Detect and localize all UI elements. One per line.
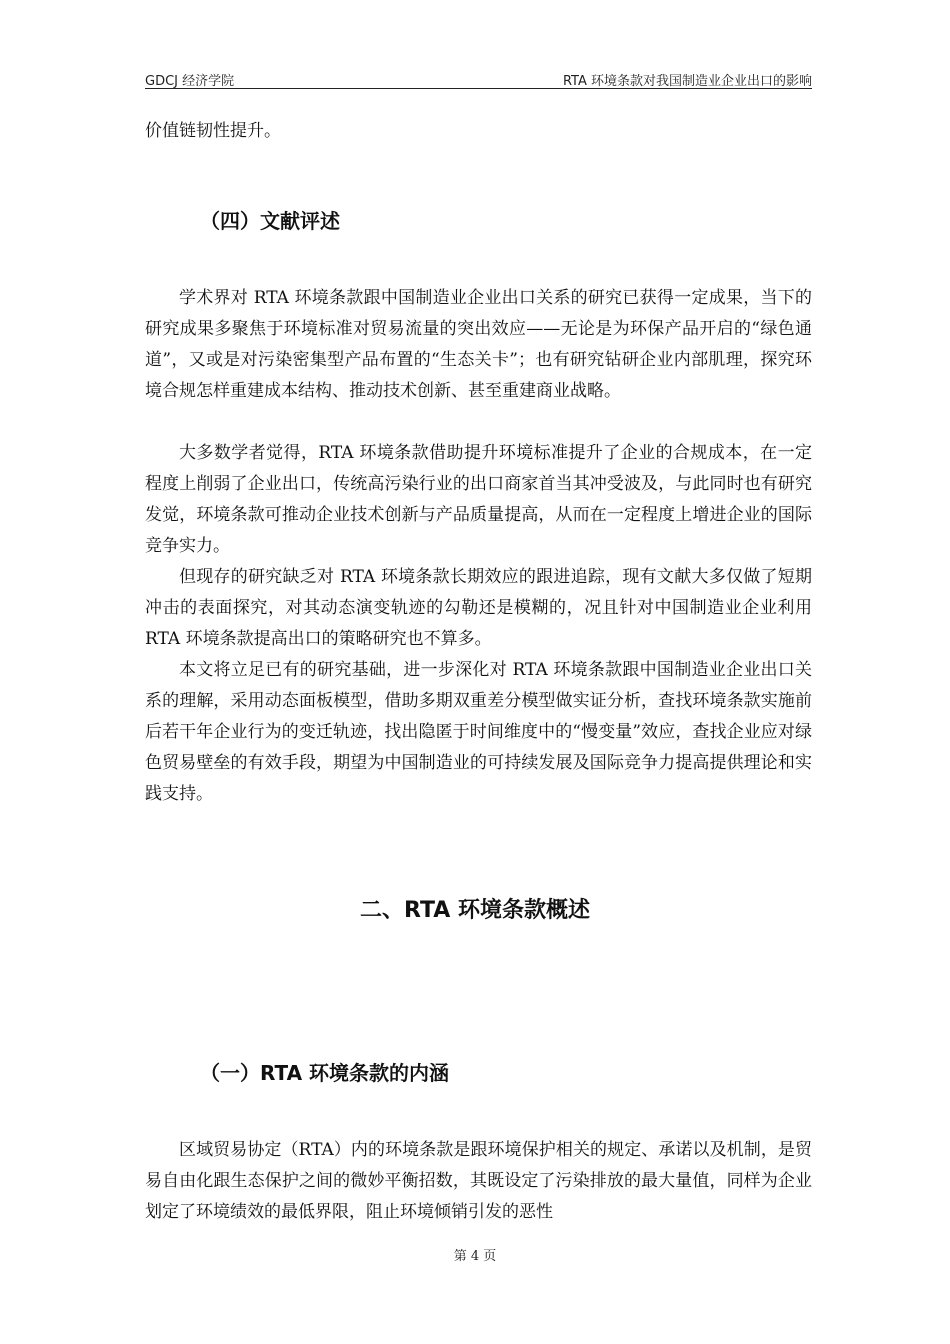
section-heading-literature-review: （四）文献评述 <box>200 209 340 233</box>
chapter-heading: 二、RTA 环境条款概述 <box>360 898 590 923</box>
page-header <box>145 68 812 89</box>
page-number: 第 4 页 <box>453 1249 497 1264</box>
paragraph-literature-3: 但现存的研究缺乏对 RTA 环境条款长期效应的跟进追踪，现有文献大多仅做了短期冲击的表面探究，对其动态演变轨迹的勾勒还是模糊的，况且针对中国制造业企业利用 RTA 环境条款提高出口的策略研究也不算多。 <box>145 567 812 649</box>
header-institution: GDCJ 经济学院 <box>145 74 235 89</box>
continuation-text: 价值链韧性提升。 <box>145 121 281 141</box>
header-document-title: RTA 环境条款对我国制造业企业出口的影响 <box>562 74 812 89</box>
paragraph-literature-4: 本文将立足已有的研究基础，进一步深化对 RTA 环境条款跟中国制造业企业出口关系的理解，采用动态面板模型，借助多期双重差分模型做实证分析，查找环境条款实施前后若干年企业行为的变迁轨迹，找出隐匿于时间维度中的“慢变量”效应，查找企业应对绿色贸易壁垒的有效手段，期望为中国制造业的可持续发展及国际竞争力提高提供理论和实践支持。 <box>145 660 812 804</box>
paragraph-literature-1: 学术界对 RTA 环境条款跟中国制造业企业出口关系的研究已获得一定成果，当下的研究成果多聚焦于环境标准对贸易流量的突出效应——无论是为环保产品开启的“绿色通道”，又或是对污染密集型产品布置的“生态关卡”；也有研究钻研企业内部肌理，探究环境合规怎样重建成本结构、推动技术创新、甚至重建商业战略。 <box>145 288 812 401</box>
paragraph-connotation: 区域贸易协定（RTA）内的环境条款是跟环境保护相关的规定、承诺以及机制，是贸易自由化跟生态保护之间的微妙平衡招数，其既设定了污染排放的最大量值，同样为企业划定了环境绩效的最低界限，阻止环境倾销引发的恶性 <box>145 1140 812 1222</box>
paragraph-literature-2: 大多数学者觉得，RTA 环境条款借助提升环境标准提升了企业的合规成本，在一定程度上削弱了企业出口，传统高污染行业的出口商家首当其冲受波及，与此同时也有研究发觉，环境条款可推动企业技术创新与产品质量提高，从而在一定程度上增进企业的国际竞争实力。 <box>145 443 812 556</box>
section-heading-connotation: （一）RTA 环境条款的内涵 <box>200 1061 450 1085</box>
